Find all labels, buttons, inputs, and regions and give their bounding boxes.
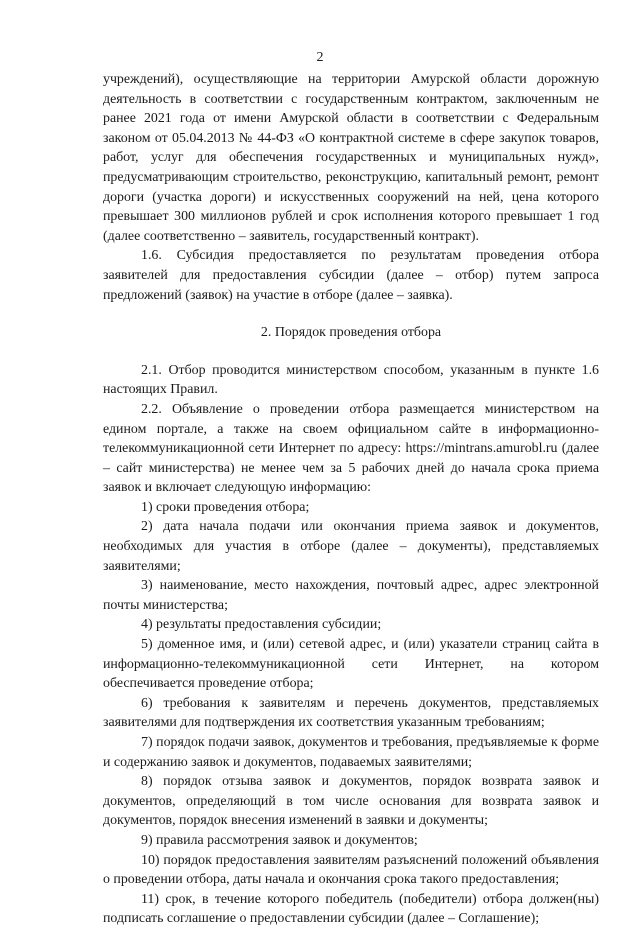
list-item: 10) порядок предоставления заявителям разъяснений положений объявления о проведении отбора, даты начала и окончания срока такого предоставления;: [103, 852, 599, 888]
list-item: 6) требования к заявителям и перечень документов, представляемых заявителями для подтверждения их соответствия указанным требованиям;: [103, 695, 599, 731]
paragraph: 1.6. Субсидия предоставляется по результатам проведения отбора заявителей для предоставления субсидии (далее – отбор) путем запроса предложений (заявок) на участие в отборе (далее – заявка).: [103, 248, 599, 303]
list-item: 9) правила рассмотрения заявок и документов;: [141, 832, 418, 848]
list-item: 1) сроки проведения отбора;: [141, 499, 310, 515]
section-heading: 2. Порядок проведения отбора: [260, 325, 442, 341]
document-body: [103, 70, 599, 929]
list-item: 2) дата начала подачи или окончания приема заявок и документов, необходимых для участия в отборе (далее – документы), представляемых заявителями;: [103, 519, 599, 574]
list-item: 7) порядок подачи заявок, документов и требования, предъявляемые к форме и содержанию заявок и документов, подаваемых заявителями;: [103, 735, 599, 770]
page-number: 2: [316, 50, 324, 65]
list-item: 5) доменное имя, и (или) сетевой адрес, и (или) указатели страниц сайта в информационно-телекоммуникационной сети Интернет, на котором обеспечивается проведение отбора;: [103, 637, 599, 692]
list-item: 11) срок, в течение которого победитель (победители) отбора должен(ны) подписать соглашение о предоставлении субсидии (далее – Соглашение);: [103, 891, 599, 927]
list-item: 8) порядок отзыва заявок и документов, порядок возврата заявок и документов, определяющий в том числе основания для возврата заявок и документов, порядок внесения изменений в заявки и документы;: [103, 774, 599, 829]
list-item: 4) результаты предоставления субсидии;: [141, 617, 382, 633]
list-item: 3) наименование, место нахождения, почтовый адрес, адрес электронной почты министерства;: [103, 578, 599, 613]
paragraph: 2.1. Отбор проводится министерством способом, указанным в пункте 1.6 настоящих Правил.: [103, 362, 599, 398]
paragraph: 2.2. Объявление о проведении отбора размещается министерством на едином портале, а также на своем официальном сайте в информационно-телекоммуникационной сети Интернет по адресу: https://mintrans.amurobl.ru (далее – сайт министерства) не менее чем за 5 рабочих дней до начала срока приема заявок и включает следующую информацию:: [103, 401, 599, 496]
paragraph: учреждений), осуществляющие на территории Амурской области дорожную деятельность в соответствии с государственным контрактом, заключенным не ранее 2021 года от имени Амурской области в соответствии с Федеральным законом от 05.04.2013 № 44-ФЗ «О контрактной системе в сфере закупок товаров, работ, услуг для обеспечения государственных и муниципальных нужд», предусматривающим строительство, реконструкцию, капитальный ремонт, ремонт дороги (участка дороги) и искусственных сооружений на ней, цена которого превышает 300 миллионов рублей и срок исполнения которого превышает 1 год (далее соответственно – заявитель, государственный контракт).: [103, 72, 599, 244]
